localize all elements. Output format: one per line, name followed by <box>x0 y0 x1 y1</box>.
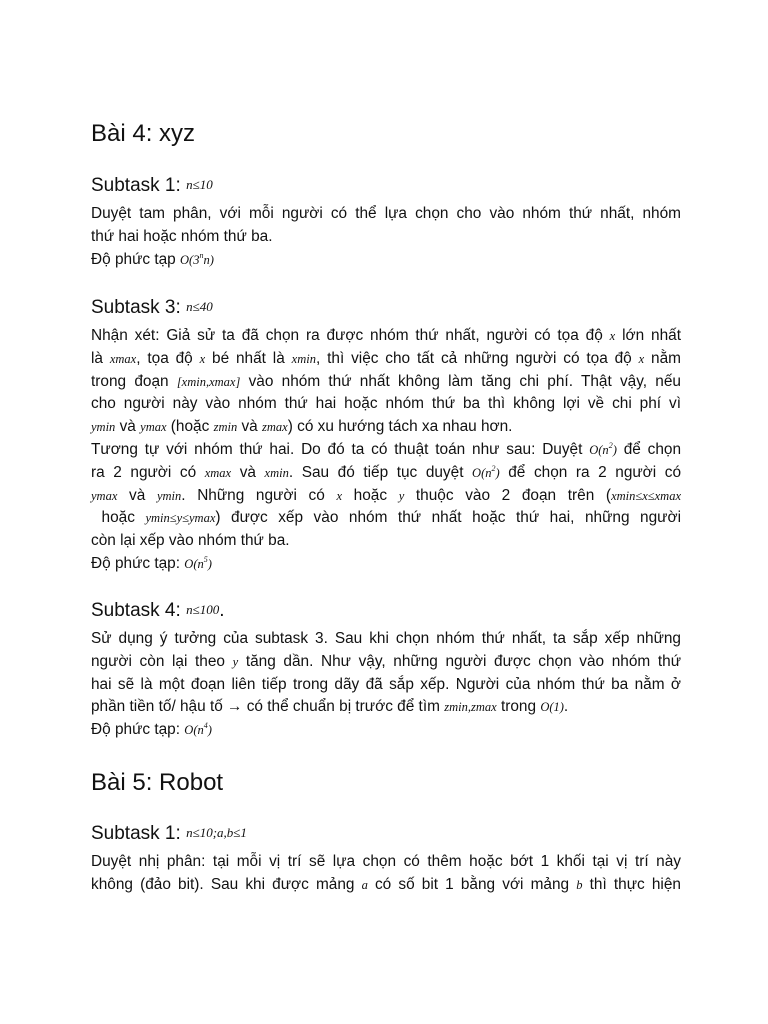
text-line: Tương tự với nhóm thứ hai. Do đó ta có thuật toán như sau: Duyệt $O(n^2)$ để chọn <box>91 440 681 458</box>
text-line: thứ hai hoặc nhóm thứ ba. <box>91 227 273 245</box>
bai4-subtask1-body <box>91 203 681 271</box>
text-line: phần tiền tố/ hậu tố → có thể chuẩn bị trước để tìm zmin,zmax trong O(1). <box>91 698 569 716</box>
bai4-subtask3-body <box>91 325 681 576</box>
bai4-subtask3-heading <box>91 295 213 320</box>
text-line: Duyệt nhị phân: tại mỗi vị trí sẽ lựa chọn có thêm hoặc bớt 1 khối tại vị trí này <box>91 853 681 870</box>
bai4-subtask4-body <box>91 628 681 742</box>
complexity-formula: O(3$^n$n) <box>180 250 214 267</box>
text-line: trong đoạn [xmin,xmax] vào nhóm thứ nhất không làm tăng chi phí. Thật vậy, nếu <box>91 372 681 390</box>
text-line: người còn lại theo y tăng dần. Như vậy, những người được chọn vào nhóm thứ <box>91 652 682 670</box>
complexity-label: Độ phức tạp <box>91 250 176 268</box>
subtask-label: Subtask 4: <box>91 600 181 621</box>
subtask-label: Subtask 1: <box>91 175 181 196</box>
text-line: cho người này vào nhóm thứ hai hoặc nhóm thứ ba thì không lợi về chi phí vì <box>91 395 681 413</box>
bai5-subtask1-body <box>91 851 681 897</box>
bai5-title: Bài 5: Robot <box>91 769 224 796</box>
text-line: Sử dụng ý tưởng của subtask 3. Sau khi chọn nhóm thứ nhất, ta sắp xếp những <box>91 630 681 647</box>
complexity-formula: $O(n^5)$ <box>184 554 212 571</box>
bai4-subtask1-heading <box>91 173 213 198</box>
complexity-line <box>91 719 681 742</box>
text-line: hai sẽ là một đoạn liên tiếp trong dãy đã sắp xếp. Người của nhóm thứ ba nằm ở <box>91 675 681 693</box>
text-line: ymin và ymax (hoặc zmin và zmax) có xu hướng tách xa nhau hơn. <box>91 418 513 436</box>
text-line: là xmax, tọa độ x bé nhất là xmin, thì việc cho tất cả những người có tọa độ x nằm <box>91 349 681 367</box>
subtask-label: Subtask 3: <box>91 297 181 318</box>
text-line: Nhận xét: Giả sử ta đã chọn ra được nhóm thứ nhất, người có tọa độ x lớn nhất <box>91 327 681 344</box>
subtask-condition: n≤100 <box>186 602 220 617</box>
complexity-formula: $O(n^4)$ <box>184 721 212 738</box>
bai4-subtask4-heading: Subtask 4: n≤100. <box>91 600 225 621</box>
text-line: hoặc ymin≤y≤ymax) được xếp vào nhóm thứ nhất hoặc thứ hai, những người <box>101 509 681 527</box>
text-line: Duyệt tam phân, với mỗi người có thể lựa chọn cho vào nhóm thứ nhất, nhóm <box>91 205 681 222</box>
text-line: còn lại xếp vào nhóm thứ ba. <box>91 532 290 550</box>
text-line: ra 2 người có xmax và xmin. Sau đó tiếp tục duyệt $O(n^2)$ để chọn ra 2 người có <box>91 463 682 481</box>
subtask-condition: n≤40 <box>186 299 213 314</box>
text-line: không (đảo bit). Sau khi được mảng a có số bit 1 bằng với mảng b thì thực hiện <box>91 875 681 893</box>
complexity-label: Độ phức tạp: <box>91 554 181 572</box>
subtask-condition: n≤10;a,b≤1 <box>186 825 247 840</box>
subtask-condition: n≤10 <box>186 177 213 192</box>
complexity-line <box>91 553 681 576</box>
bai4-title: Bài 4: xyz <box>91 120 196 147</box>
complexity-label: Độ phức tạp: <box>91 721 181 739</box>
text-line: ymax và ymin. Những người có x hoặc y thuộc vào 2 đoạn trên (xmin≤x≤xmax <box>91 486 682 504</box>
subtask-label: Subtask 1: <box>91 823 181 844</box>
bai5-subtask1-heading <box>91 821 247 846</box>
complexity-line <box>91 249 681 272</box>
